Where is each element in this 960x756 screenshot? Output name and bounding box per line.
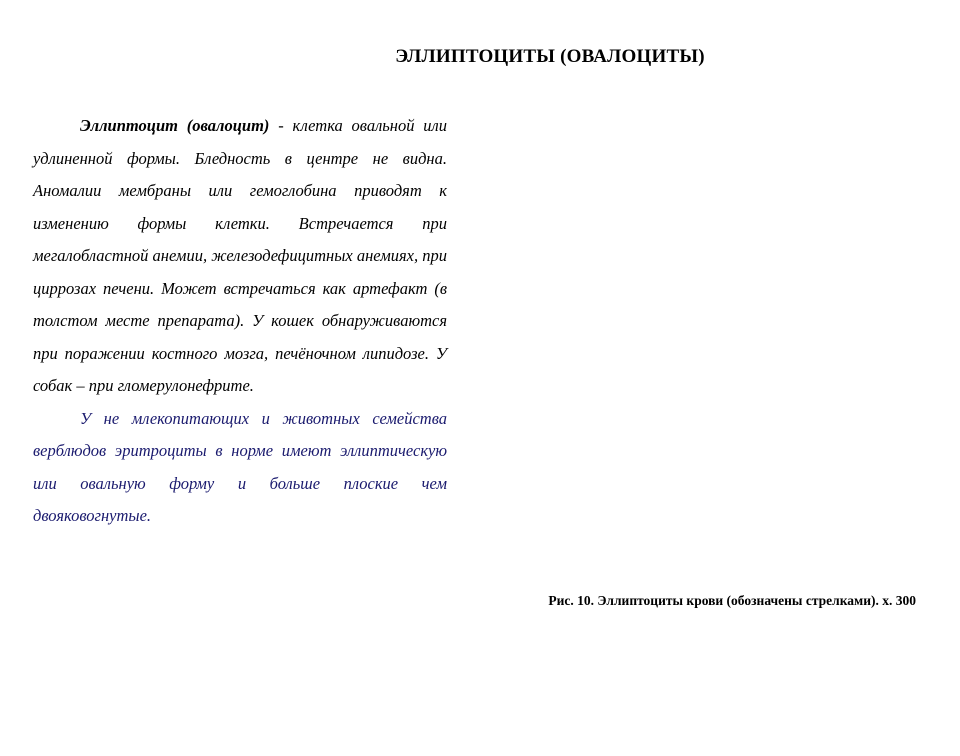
- body-text: [33, 110, 447, 533]
- page-title: ЭЛЛИПТОЦИТЫ (ОВАЛОЦИТЫ): [395, 46, 705, 67]
- definition-text: - клетка овальной или удлиненной формы. Бледность в центре не видна. Аномалии мембраны или гемоглобина приводят к изменению формы клетки. Встречается при мегалобластной анемии, железодефицитных анемиях, при циррозах печени. Может встречаться как артефакт (в толстом месте препарата). У кошек обнаруживаются при поражении костного мозга, печёночном липидозе. У собак – при гломерулонефрите.: [33, 116, 447, 395]
- term-ellipsocyte: Эллиптоцит (овалоцит): [80, 116, 270, 135]
- paragraph-definition: [33, 110, 447, 403]
- paragraph-non-mammals: У не млекопитающих и животных семейства верблюдов эритроциты в норме имеют эллиптическую или овальную форму и больше плоские чем двояковогнутые.: [33, 408, 447, 525]
- figure-caption: Рис. 10. Эллиптоциты крови (обозначены стрелками). х. 300: [548, 593, 916, 608]
